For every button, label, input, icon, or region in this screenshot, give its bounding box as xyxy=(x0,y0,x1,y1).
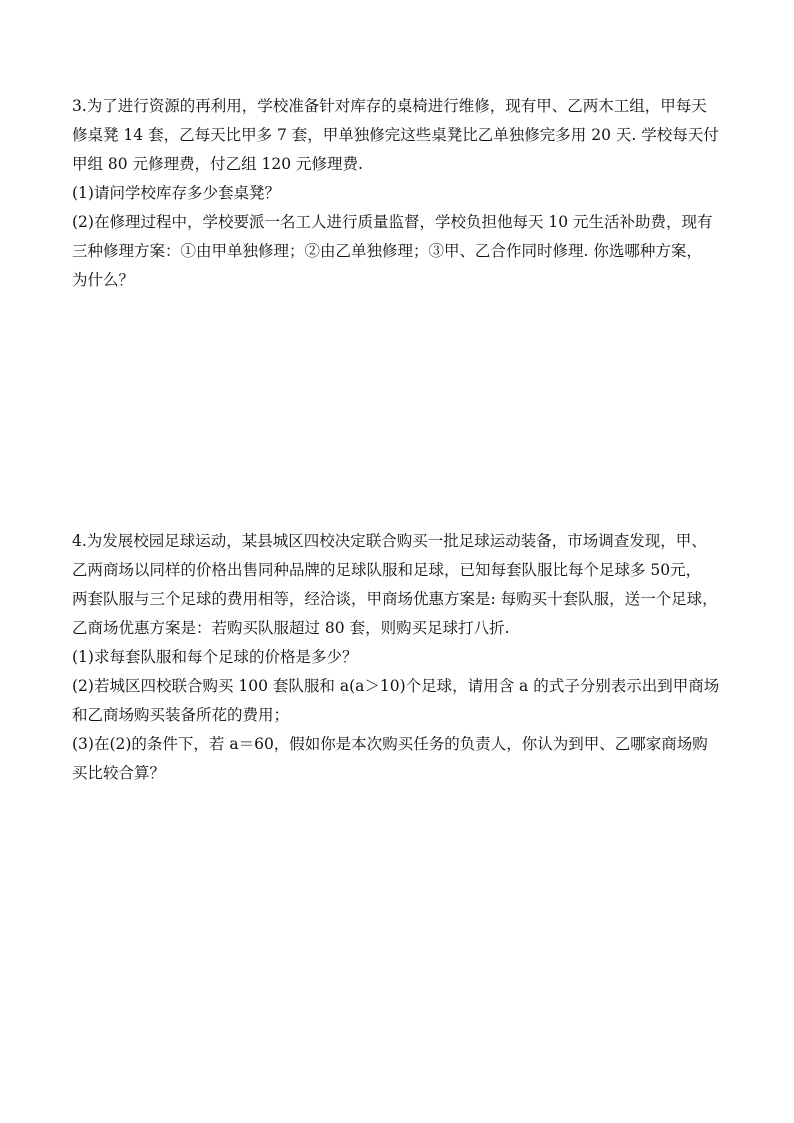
problem-4 xyxy=(72,527,724,788)
problem-4-line-3: 两套队服与三个足球的费用相等，经洽谈，甲商场优惠方案是: 每购买十套队服，送一个足球， xyxy=(72,590,718,608)
problem-3-question-1: (1)请问学校库存多少套桌凳？ xyxy=(72,184,280,202)
problem-3-question-2-line-3: 为什么？ xyxy=(72,271,135,289)
problem-4-question-2-line-1: (2)若城区四校联合购买 100 套队服和 a(a＞10)个足球，请用含 a 的式子分别表示出到甲商场 xyxy=(72,677,720,695)
problem-4-line-2: 乙两商场以同样的价格出售同种品牌的足球队服和足球，已知每套队服比每个足球多 50元， xyxy=(72,561,702,579)
problem-3-line-1: 3.为了进行资源的再利用，学校准备针对库存的桌椅进行维修，现有甲、乙两木工组，甲每天 xyxy=(72,97,707,115)
problem-4-question-2-line-2: 和乙商场购买装备所花的费用； xyxy=(72,706,290,724)
problem-3-question-2-line-1: (2)在修理过程中，学校要派一名工人进行质量监督，学校负担他每天 10 元生活补助费，现有 xyxy=(72,213,713,231)
problem-4-line-1: 4.为发展校园足球运动，某县城区四校决定联合购买一批足球运动装备，市场调查发现，甲、 xyxy=(72,532,707,550)
problem-3-question-2-line-2: 三种修理方案：①由甲单独修理；②由乙单独修理；③甲、乙合作同时修理. 你选哪种方案， xyxy=(72,242,702,260)
problem-3 xyxy=(72,92,724,295)
problem-4-question-3-line-2: 买比较合算？ xyxy=(72,764,166,782)
problem-4-line-4: 乙商场优惠方案是：若购买队服超过 80 套，则购买足球打八折. xyxy=(72,619,510,637)
problem-3-line-3: 甲组 80 元修理费，付乙组 120 元修理费. xyxy=(72,155,363,173)
problem-4-question-3-line-1: (3)在(2)的条件下，若 a＝60，假如你是本次购买任务的负责人，你认为到甲、乙哪家商场购 xyxy=(72,735,708,753)
problem-4-question-1: (1)求每套队服和每个足球的价格是多少？ xyxy=(72,648,358,666)
problem-3-line-2: 修桌凳 14 套，乙每天比甲多 7 套，甲单独修完这些桌凳比乙单独修完多用 20 天. 学校每天付 xyxy=(72,126,719,144)
